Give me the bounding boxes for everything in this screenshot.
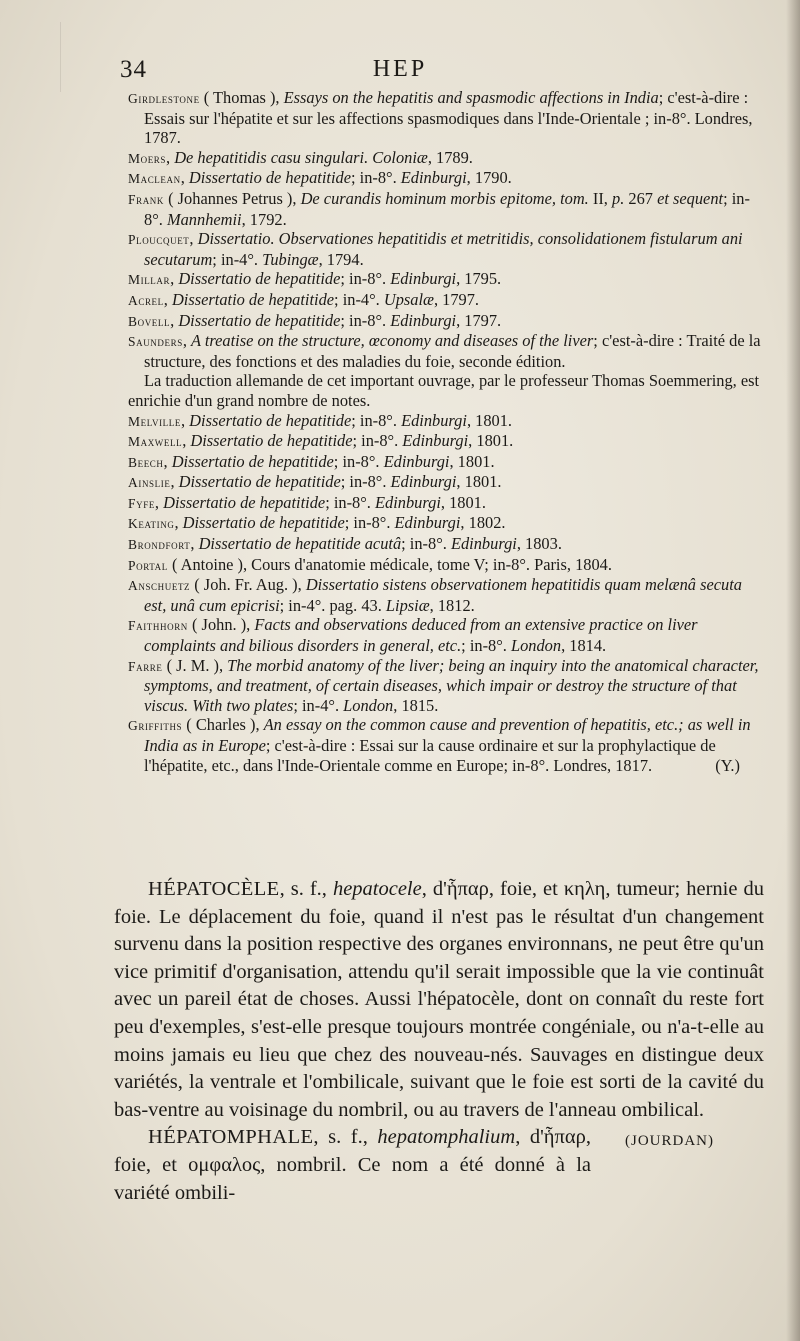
article-headword: HÉPATOMPHALE <box>148 1126 314 1149</box>
bibliography-entry <box>128 534 764 555</box>
bibliography-entry <box>128 411 764 432</box>
entry-author: Frank <box>128 191 165 207</box>
entry-details: , Dissertatio de hepatitide; in-8°. Edinburgi, 1802. <box>174 513 506 533</box>
bibliography-entry <box>128 269 764 290</box>
bibliography-entry <box>128 656 764 716</box>
bibliography-entry <box>128 555 764 576</box>
bibliography-entry <box>128 575 764 615</box>
bibliography-entry <box>128 615 764 655</box>
entry-author: Portal <box>128 557 168 573</box>
entry-details: ( J. M. ), The morbid anatomy of the liver; being an inquiry into the anatomical character, symptoms, and treatment, of certain diseases, which impair or destroy the structure of that viscus. With two plates; in-4°. London, 1815. <box>144 655 759 715</box>
running-head: HEP <box>372 56 428 82</box>
bibliography-entry <box>128 331 764 371</box>
bibliography-entry <box>128 493 764 514</box>
bibliography-entry <box>128 148 764 169</box>
bibliography-entry <box>128 715 764 775</box>
bibliography-list <box>128 88 764 775</box>
entry-details: , Dissertatio de hepatitide; in-8°. Edinburgi, 1801. <box>170 472 502 492</box>
bibliography-note: La traduction allemande de cet important ouvrage, par le professeur Thomas Soemmering, est enrichie d'un grand nombre de notes. <box>128 371 760 410</box>
entry-author: Ainslie <box>128 475 171 491</box>
entry-author: Anschuetz <box>128 578 191 594</box>
entry-details: , De hepatitidis casu singulari. Coloniæ, 1789. <box>166 147 473 167</box>
entry-details: ( John. ), Facts and observations deduced from an extensive practice on liver complaints and bilious disorders in general, etc.; in-8°. London, 1814. <box>144 615 698 656</box>
entry-details: , Dissertatio de hepatitide; in-8°. Edinburgi, 1790. <box>180 168 512 188</box>
entry-details: , Dissertatio de hepatitide; in-8°. Edinburgi, 1801. <box>182 431 514 451</box>
bibliography-entry <box>128 290 764 311</box>
entry-author: Acrel <box>128 292 164 308</box>
entry-details: , Dissertatio de hepatitide; in-8°. Edinburgi, 1801. <box>163 451 495 471</box>
entry-author: Maclean <box>128 171 181 187</box>
dictionary-articles <box>114 876 764 1207</box>
entry-details: ( Antoine ), Cours d'anatomie médicale, tome V; in-8°. Paris, 1804. <box>167 554 612 574</box>
bibliography-entry <box>128 431 764 452</box>
bibliography-entry <box>128 168 764 189</box>
entry-author: Melville <box>128 413 181 429</box>
article-headword: HÉPATOCÈLE <box>148 878 280 900</box>
entry-author: Moers <box>128 150 167 166</box>
entry-author: Maxwell <box>128 434 183 450</box>
entry-details: , Dissertatio de hepatitide; in-8°. Edinburgi, 1801. <box>154 492 486 512</box>
entry-author: Brondfort <box>128 537 191 553</box>
entry-author: Griffiths <box>128 718 183 734</box>
page-fold-mark <box>60 22 101 92</box>
entry-author: Girdlestone <box>128 91 200 106</box>
bibliography-entry <box>128 189 764 229</box>
page-header <box>120 56 680 86</box>
entry-author: Faithhorn <box>128 618 188 634</box>
section-signature: (Y.) <box>715 755 740 775</box>
entry-author: Farre <box>128 658 163 674</box>
article-body: , s. f., hepatocele, d'ἧπαρ, foie, et κηλη, tumeur; hernie du foie. Le déplacement du foie, quand il n'est pas le résultat d'un changement survenu dans la position respective des organes environnans, ne peut être qu'un vice primitif d'organisation, attendu qu'il serait impossible que la vie continuât avec un pareil état de choses. Aussi l'hépatocèle, dont on connaît du reste fort peu d'exemples, s'est-elle presque toujours montrée congéniale, ou n'a-t-elle au moins jamais eu lieu que chez des nouveau-nés. Sauvages en distingue deux variétés, la ventrale et l'ombilicale, suivant que le foie est sorti de la cavité du bas-ventre au voisinage du nombril, ou au travers de l'anneau ombilical. <box>114 878 764 1121</box>
entry-details: , Dissertatio de hepatitide; in-8°. Edinburgi, 1795. <box>170 269 502 289</box>
entry-author: Millar <box>128 272 171 288</box>
bibliography-entry <box>128 229 764 269</box>
entry-details: ( Thomas ), Essays on the hepatitis and spasmodic affections in India; c'est-à-dire : Essais sur l'hépatite et sur les affections spasmodiques dans l'Inde-Orientale ; in-8°. Londres, 1787. <box>144 88 753 148</box>
entry-author: Fyfe <box>128 495 155 511</box>
page-number: 34 <box>120 56 147 83</box>
bibliography-entry <box>128 452 764 473</box>
entry-details: ( Joh. Fr. Aug. ), Dissertatio sistens observationem hepatitidis quam melænâ secuta est, unâ cum epicrisi; in-4°. pag. 43. Lipsiæ, 1812. <box>144 575 742 615</box>
entry-author: Bovell <box>128 313 171 329</box>
entry-details: ( Johannes Petrus ), De curandis hominum morbis epitome, tom. II, p. 267 et sequent; in-8°. Mannhemii, 1792. <box>144 188 750 229</box>
article-signature: (JOURDAN) <box>625 1133 714 1150</box>
bibliography-entry <box>128 88 764 148</box>
entry-details: , A treatise on the structure, œconomy and diseases of the liver; c'est-à-dire : Traité de la structure, des fonctions et des maladies du foie, seconde édition. <box>144 331 761 371</box>
entry-details: , Dissertatio de hepatitide; in-4°. Upsalæ, 1797. <box>163 289 480 309</box>
entry-author: Keating <box>128 516 175 532</box>
entry-details: , Dissertatio de hepatitide; in-8°. Edinburgi, 1801. <box>180 410 513 430</box>
entry-author: Ploucquet <box>128 232 190 248</box>
entry-details: , Dissertatio de hepatitide; in-8°. Edinburgi, 1797. <box>170 310 502 330</box>
bibliography-entry <box>128 311 764 332</box>
page-edge-shadow <box>786 0 800 1341</box>
bibliography-entry <box>128 472 764 493</box>
entry-details: , Dissertatio de hepatitide acutâ; in-8°. Edinburgi, 1803. <box>190 534 562 554</box>
entry-details: ( Charles ), An essay on the common cause and prevention of hepatitis, etc.; as well in India as in Europe; c'est-à-dire : Essai sur la cause ordinaire et sur la prophylactique de l'hépatite, etc., dans l'Inde-Orientale comme en Europe; in-8°. Londres, 1817. <box>144 715 751 775</box>
article-body: , s. f., hepatomphalium, d'ἧπαρ, foie, et ομφαλος, nombril. Ce nom a été donné à la variété ombili- <box>114 1126 591 1204</box>
bibliography-entry <box>128 513 764 534</box>
entry-author: Saunders <box>128 334 183 350</box>
entry-author: Beech <box>128 454 164 470</box>
entry-details: , Dissertatio. Observationes hepatitidis et metritidis, consolidationem fistularum ani secutarum; in-4°. Tubingæ, 1794. <box>144 229 743 269</box>
